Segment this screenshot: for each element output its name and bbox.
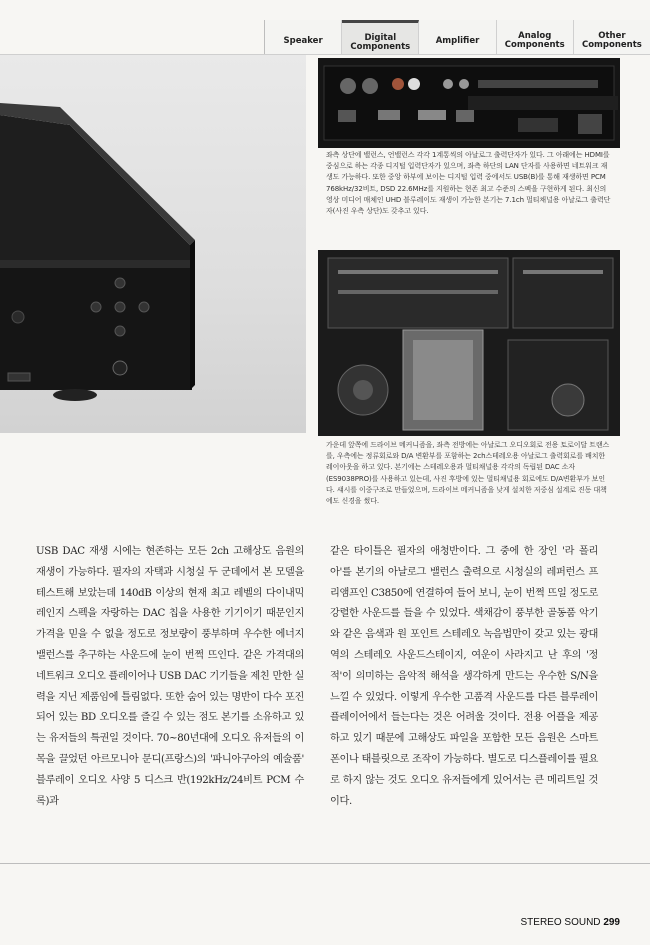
page-number: 299: [603, 917, 620, 928]
article-column-right: [330, 542, 598, 812]
tab-amplifier[interactable]: Amplifier: [419, 20, 496, 54]
article-column-left: [36, 542, 304, 812]
tab-other-components[interactable]: Other Components: [574, 20, 650, 54]
section-tabs: [264, 20, 650, 54]
article-paragraph: 같은 타이틀은 필자의 애청반이다. 그 중에 한 장인 '라 폴리아'를 본기의 아날로그 밸런스 출력으로 시청실의 레퍼런스 프리앰프인 C3850에 연결하여 들어 보니, 눈이 번쩍 뜨일 정도로 강렬한 사운드를 들을 수 있었다. 색채감이 풍부한 골동품 악기와 같은 음색과 원 포인트 스테레오 녹음법만이 갖고 있는 광대역의 스테레오 사운드스테이지, 여운이 사라지고 난 후의 '정적'이 의미하는 음악적 해석을 생각하게 만드는 우수한 S/N을 느낄 수 있었다. 이렇게 우수한 고품격 사운드를 다른 블루레이 플레이어에서 들는다는 것은 어려울 것이다. 전용 어플을 제공하고 있기 때문에 고해상도 파일을 포함한 모든 음원은 스마트폰이나 태블릿으로 조작이 가능하다. 별도로 디스플레이를 필요로 하지 않는 것도 오디오 유저들에게 있어서는 큰 메리트일 것이다.: [330, 546, 598, 807]
internal-layout-caption: 가운데 앞쪽에 드라이브 메커니즘을, 좌측 전방에는 아날로그 오디오회로 전용 토로이달 트랜스를, 우측에는 정류회로와 D/A 변환부를 포함하는 2ch스테레오용 아날로그 출력회로를 배치한 레이아웃을 하고 있다. 본기에는 스테레오용과 멀티채널용 각각의 독립된 DAC 소자(ES9038PRO)를 사용하고 있는데, 사진 후방에 있는 멀티채널용 회로에도 D/A변환부가 보인다. 섀시를 이중구조로 만들었으며, 드라이브 메커니즘을 낮게 설치한 저중심 설계로 진동 대책에도 신경을 썼다.: [326, 441, 610, 506]
player-front-photo: [0, 55, 306, 433]
magazine-name: STEREO SOUND: [520, 917, 601, 928]
page-footer: [521, 917, 620, 928]
rear-panel-caption: 좌측 상단에 밸런스, 언밸런스 각각 1계통씩의 아날로그 출력단자가 있다. 그 아래에는 HDMI를 중심으로 하는 각종 디지털 입력단자가 있으며, 좌측 하단의 LAN 단자를 사용하면 네트워크 재생도 가능하다. 또한 중앙 하부에 보이는 디지털 입력 중에서도 USB(B)를 통해 재생하면 PCM 768kHz/32비트, DSD 22.6MHz를 지원하는 현존 최고 수준의 스펙을 구현하게 된다. 최신의 영상 미디어 매체인 UHD 블루레이도 재생이 가능한 본기는 7.1ch 멀티채널용 아날로그 출력단자(사진 우측 상단)도 갖추고 있다.: [326, 151, 611, 216]
tab-speaker[interactable]: Speaker: [265, 20, 342, 54]
tab-analog-components[interactable]: Analog Components: [497, 20, 574, 54]
tab-digital-components[interactable]: Digital Components: [342, 20, 419, 54]
article-paragraph: USB DAC 재생 시에는 현존하는 모든 2ch 고해상도 음원의 재생이 가능하다. 필자의 자택과 시청실 두 군데에서 본 모델을 테스트해 보았는데 140dB 이상의 현재 최고 레벨의 다이내믹 레인지 스펙을 자랑하는 DAC 칩을 사용한 기기이기 때문인지 가격을 믿을 수 없을 정도로 정보량이 풍부하며 우수한 에너지 밸런스를 추구하는 사운드에 눈이 번쩍 뜨인다. 같은 가격대의 네트워크 오디오 플레이어나 USB DAC 기기들을 제친 만한 실력을 지닌 제품임에 틀림없다. 또한 숨어 있는 명반이 다수 포진되어 있는 BD 오디오를 즐길 수 있는 점도 본기를 소유하고 있는 유저들의 특권일 것이다. 70~80년대에 오디오 유저들의 이목을 끌었던 아르모니아 문디(프랑스)의 '파니아구아의 예술품' 블루레이 오디오 사양 5 디스크 반(192kHz/24비트 PCM 수록)과: [36, 546, 304, 807]
internal-layout-photo: [318, 250, 620, 436]
footer-divider: [0, 863, 650, 864]
rear-panel-photo: [318, 58, 620, 148]
